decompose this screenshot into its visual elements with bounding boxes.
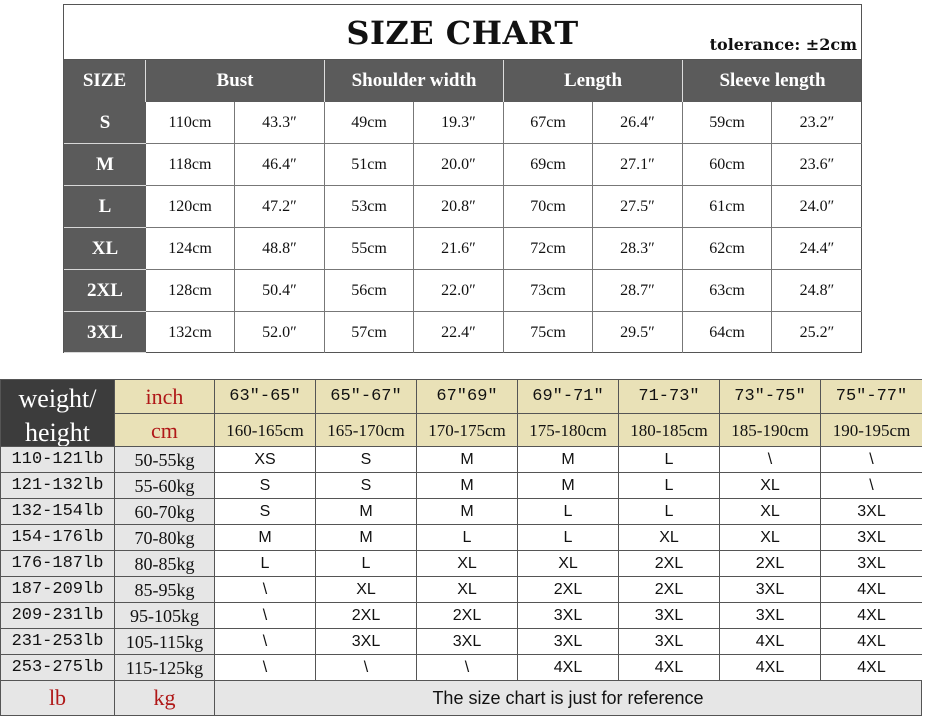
weight-lb-cell: 121-132lb [1, 473, 115, 499]
size-chart-cell-length-in: 28.7″ [593, 270, 683, 312]
recommended-size-cell: 4XL [619, 655, 720, 681]
size-chart-cell-shoulder-cm: 57cm [325, 312, 414, 353]
header-sleeve-length: Sleeve length [719, 70, 826, 91]
corner-line-weight: weight/ [18, 384, 97, 413]
reference-note: The size chart is just for reference [215, 681, 921, 715]
size-chart-cell-sleeve-cm: 63cm [683, 270, 772, 312]
cm-range-header: 165-170cm [316, 414, 417, 447]
recommended-size-cell: 4XL [518, 655, 619, 681]
size-chart-cell-sleeve-cm: 61cm [683, 186, 772, 228]
recommended-size-cell: \ [417, 655, 518, 681]
recommended-size-cell: 2XL [316, 603, 417, 629]
recommended-size-cell: 3XL [316, 629, 417, 655]
inch-range-header: 65"-67" [316, 380, 417, 414]
size-chart-cell-length-in: 28.3″ [593, 228, 683, 270]
cm-range-header: 180-185cm [619, 414, 720, 447]
tolerance-note: tolerance: ±2cm [709, 35, 857, 54]
recommended-size-cell: 3XL [417, 629, 518, 655]
size-chart-cell-bust-cm: 124cm [146, 228, 235, 270]
inch-range-header: 69"-71" [518, 380, 619, 414]
recommended-size-cell: M [215, 525, 316, 551]
recommended-size-cell: \ [215, 655, 316, 681]
size-chart-cell-length-cm: 72cm [504, 228, 593, 270]
recommended-size-cell: 3XL [720, 603, 821, 629]
size-label: S [64, 102, 146, 144]
recommended-size-cell: \ [821, 447, 922, 473]
recommended-size-cell: 3XL [619, 629, 720, 655]
size-chart-cell-sleeve-in: 24.4″ [772, 228, 862, 270]
cm-range-header: 170-175cm [417, 414, 518, 447]
recommended-size-cell: 4XL [821, 655, 922, 681]
recommended-size-cell: S [316, 473, 417, 499]
size-chart-cell-length-cm: 70cm [504, 186, 593, 228]
weight-kg-cell: 85-95kg [115, 577, 215, 603]
size-chart-cell-length-cm: 73cm [504, 270, 593, 312]
recommended-size-cell: L [417, 525, 518, 551]
weight-kg-cell: 60-70kg [115, 499, 215, 525]
size-chart-cell-sleeve-cm: 60cm [683, 144, 772, 186]
recommended-size-cell: XL [417, 551, 518, 577]
size-chart-cell-bust-in: 50.4″ [235, 270, 325, 312]
recommended-size-cell: 3XL [821, 525, 922, 551]
size-chart-cell-length-cm: 75cm [504, 312, 593, 353]
size-chart-title: SIZE CHART [64, 5, 861, 60]
recommended-size-cell: \ [215, 603, 316, 629]
cm-range-header: 160-165cm [215, 414, 316, 447]
unit-cm-label: cm [115, 414, 215, 447]
corner-line-height: height [25, 418, 90, 447]
weight-lb-cell: 110-121lb [1, 447, 115, 473]
recommended-size-cell: L [619, 447, 720, 473]
inch-range-header: 63"-65" [215, 380, 316, 414]
size-chart-cell-sleeve-cm: 64cm [683, 312, 772, 353]
recommended-size-cell: 2XL [417, 603, 518, 629]
inch-range-header: 73"-75" [720, 380, 821, 414]
inch-range-header: 67"69" [417, 380, 518, 414]
recommended-size-cell: M [518, 447, 619, 473]
recommended-size-cell: M [518, 473, 619, 499]
recommended-size-cell: 3XL [821, 551, 922, 577]
cm-range-header: 185-190cm [720, 414, 821, 447]
recommended-size-cell: M [417, 447, 518, 473]
recommended-size-cell: 2XL [518, 577, 619, 603]
recommended-size-cell: XL [316, 577, 417, 603]
recommended-size-cell: L [215, 551, 316, 577]
size-chart-cell-shoulder-cm: 53cm [325, 186, 414, 228]
unit-inch-label: inch [115, 380, 215, 414]
recommended-size-cell: XL [720, 525, 821, 551]
size-label: M [64, 144, 146, 186]
size-chart-header-row [64, 60, 861, 102]
recommended-size-cell: S [215, 499, 316, 525]
size-chart-cell-length-in: 29.5″ [593, 312, 683, 353]
size-chart-cell-bust-in: 43.3″ [235, 102, 325, 144]
weight-height-corner [1, 380, 115, 447]
weight-lb-cell: 176-187lb [1, 551, 115, 577]
size-chart-cell-length-in: 27.5″ [593, 186, 683, 228]
recommended-size-cell: L [619, 499, 720, 525]
cm-range-header: 190-195cm [821, 414, 922, 447]
recommended-size-cell: \ [821, 473, 922, 499]
size-chart-cell-length-cm: 67cm [504, 102, 593, 144]
recommended-size-cell: 4XL [821, 577, 922, 603]
recommended-size-cell: M [316, 499, 417, 525]
size-chart-cell-bust-cm: 128cm [146, 270, 235, 312]
recommended-size-cell: \ [720, 447, 821, 473]
recommended-size-cell: M [316, 525, 417, 551]
size-chart-cell-shoulder-cm: 49cm [325, 102, 414, 144]
recommended-size-cell: 3XL [518, 603, 619, 629]
size-chart-cell-sleeve-cm: 62cm [683, 228, 772, 270]
recommended-size-cell: L [518, 499, 619, 525]
size-chart-cell-bust-in: 46.4″ [235, 144, 325, 186]
size-chart-cell-bust-cm: 110cm [146, 102, 235, 144]
footer-unit-lb: lb [1, 681, 115, 715]
recommended-size-cell: 3XL [720, 577, 821, 603]
recommended-size-cell: XL [417, 577, 518, 603]
recommended-size-cell: S [215, 473, 316, 499]
size-chart-cell-bust-in: 47.2″ [235, 186, 325, 228]
weight-kg-cell: 50-55kg [115, 447, 215, 473]
recommended-size-cell: 3XL [821, 499, 922, 525]
size-chart-cell-bust-in: 48.8″ [235, 228, 325, 270]
recommended-size-cell: L [316, 551, 417, 577]
size-chart-cell-sleeve-in: 24.8″ [772, 270, 862, 312]
size-chart-cell-length-in: 27.1″ [593, 144, 683, 186]
weight-kg-cell: 70-80kg [115, 525, 215, 551]
recommended-size-cell: XS [215, 447, 316, 473]
recommended-size-cell: 3XL [518, 629, 619, 655]
size-chart-cell-bust-in: 52.0″ [235, 312, 325, 353]
header-length: Length [504, 60, 683, 102]
footer-unit-kg: kg [115, 681, 215, 715]
header-bust: Bust [146, 60, 325, 102]
size-chart-cell-shoulder-in: 22.0″ [414, 270, 504, 312]
size-chart-cell-sleeve-in: 23.6″ [772, 144, 862, 186]
size-chart-cell-sleeve-cm: 59cm [683, 102, 772, 144]
inch-range-header: 75"-77" [821, 380, 922, 414]
inch-range-header: 71-73" [619, 380, 720, 414]
size-chart-cell-bust-cm: 118cm [146, 144, 235, 186]
size-chart-cell-sleeve-in: 23.2″ [772, 102, 862, 144]
size-chart-cell-shoulder-cm: 56cm [325, 270, 414, 312]
size-label: XL [64, 228, 146, 270]
recommended-size-cell: 4XL [720, 629, 821, 655]
header-size: SIZE [64, 60, 146, 102]
recommended-size-cell: L [619, 473, 720, 499]
size-chart-cell-shoulder-cm: 55cm [325, 228, 414, 270]
size-label: L [64, 186, 146, 228]
weight-kg-cell: 95-105kg [115, 603, 215, 629]
size-chart-cell-bust-cm: 120cm [146, 186, 235, 228]
recommended-size-cell: XL [518, 551, 619, 577]
cm-range-header: 175-180cm [518, 414, 619, 447]
recommended-size-cell: \ [215, 629, 316, 655]
weight-lb-cell: 132-154lb [1, 499, 115, 525]
size-chart-grid [146, 102, 862, 353]
recommended-size-cell: 2XL [720, 551, 821, 577]
weight-kg-cell: 80-85kg [115, 551, 215, 577]
size-label: 2XL [64, 270, 146, 312]
weight-lb-cell: 253-275lb [1, 655, 115, 681]
recommended-size-cell: XL [720, 499, 821, 525]
size-column [64, 102, 146, 353]
weight-height-table [0, 379, 922, 716]
recommended-size-cell: 3XL [619, 603, 720, 629]
recommended-size-cell: 2XL [619, 551, 720, 577]
weight-kg-cell: 105-115kg [115, 629, 215, 655]
header-shoulder-width: Shoulder width [325, 60, 504, 102]
recommended-size-cell: 2XL [619, 577, 720, 603]
weight-lb-cell: 231-253lb [1, 629, 115, 655]
size-label: 3XL [64, 312, 146, 353]
weight-kg-cell: 55-60kg [115, 473, 215, 499]
size-chart-cell-shoulder-in: 20.8″ [414, 186, 504, 228]
size-chart-cell-shoulder-in: 19.3″ [414, 102, 504, 144]
recommended-size-cell: XL [619, 525, 720, 551]
weight-kg-cell: 115-125kg [115, 655, 215, 681]
recommended-size-cell: 4XL [821, 629, 922, 655]
recommended-size-cell: M [417, 473, 518, 499]
recommended-size-cell: M [417, 499, 518, 525]
size-chart-cell-length-in: 26.4″ [593, 102, 683, 144]
size-chart-cell-shoulder-in: 20.0″ [414, 144, 504, 186]
size-chart-cell-bust-cm: 132cm [146, 312, 235, 353]
recommended-size-cell: XL [720, 473, 821, 499]
size-chart-cell-shoulder-in: 21.6″ [414, 228, 504, 270]
size-chart [63, 4, 862, 353]
recommended-size-cell: 4XL [720, 655, 821, 681]
recommended-size-cell: S [316, 447, 417, 473]
weight-lb-cell: 187-209lb [1, 577, 115, 603]
weight-lb-cell: 209-231lb [1, 603, 115, 629]
weight-lb-cell: 154-176lb [1, 525, 115, 551]
size-chart-cell-length-cm: 69cm [504, 144, 593, 186]
recommended-size-cell: \ [215, 577, 316, 603]
size-chart-cell-sleeve-in: 25.2″ [799, 324, 835, 341]
recommended-size-cell: \ [316, 655, 417, 681]
size-chart-cell-shoulder-in: 22.4″ [414, 312, 504, 353]
size-chart-cell-sleeve-in: 24.0″ [772, 186, 862, 228]
recommended-size-cell: L [518, 525, 619, 551]
recommended-size-cell: 4XL [821, 603, 922, 629]
size-chart-cell-shoulder-cm: 51cm [325, 144, 414, 186]
